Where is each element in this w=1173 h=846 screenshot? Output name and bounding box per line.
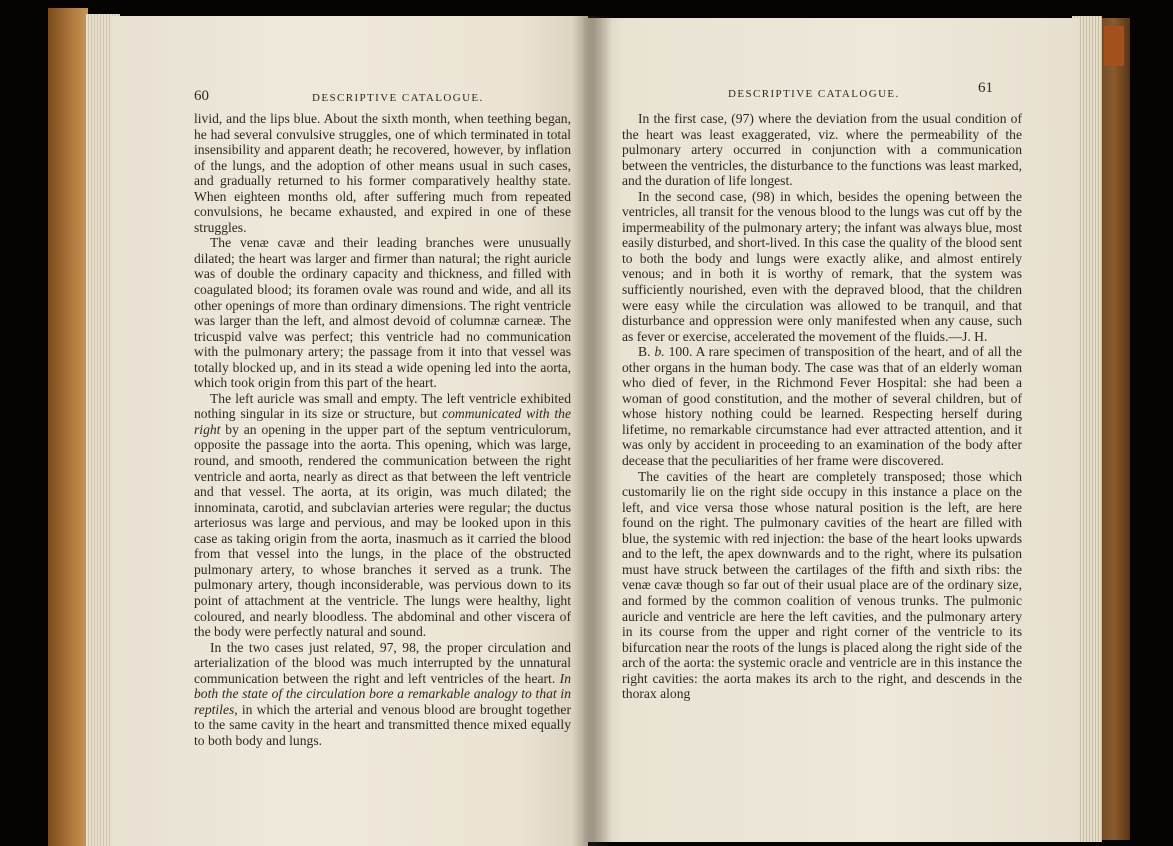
- paragraph: [194, 235, 571, 390]
- left-page: [112, 16, 588, 846]
- text-run: by an opening in the upper part of the septum ventriculorum, opposite the passage into the aorta. This opening, which was large, round, and smooth, rendered the communication between the right ventricle and aorta, nearly as direct as that between the left ventricle and that vessel. The aorta, at its origin, was much dilated; the innominata, carotid, and subclavian arteries were regular; the ductus arteriosus was large and pervious, and may be looked upon in this case as taking origin from the aorta, inasmuch as it carried the blood from that vessel into the lungs, in the place of the obstructed pulmonary artery, to whose branches it served as a trunk. The pulmonary artery, though inconsiderable, was pervious down to its point of attachment at the ventricle. The lungs were healthy, light coloured, and nearly bloodless. The abdominal and other viscera of the body were perfectly natural and sound.: [194, 421, 571, 640]
- paragraph: [194, 640, 571, 749]
- right-page: [584, 18, 1078, 842]
- paragraph: [622, 189, 1022, 344]
- text-run: livid, and the lips blue. About the sixth month, when teething began, he had several convulsive struggles, one of which terminated in total insensibility and apparent death; he recovered, however, by inflation of the lungs, and the adoption of other means usual in such cases, and gradually returned to his former comparatively healthy state. When eighteen months old, after suffering much from repeated convulsions, he became exhausted, and expired in one of these struggles.: [194, 111, 571, 235]
- paragraph: [622, 344, 1022, 468]
- text-run: 100. A rare specimen of transposition of the heart, and of all the other organs in the human body. The case was that of an elderly woman who died of fever, in the Richmond Fever Hospital: she had been a woman of good constitution, and the mother of several children, but of whose history nothing could be learned. Respecting herself during lifetime, no remarkable circumstance had ever attracted attention, and it was only by accident in proceeding to an examination of the body after decease that the peculiarities of her frame were discovered.: [622, 344, 1022, 469]
- paragraph: [194, 111, 571, 235]
- paragraph: [622, 111, 1022, 189]
- cover-band: [1104, 26, 1124, 66]
- text-run: The left auricle was small and empty. The left ventricle exhibited nothing singular in its size or structure, but: [194, 390, 571, 422]
- book-gutter: [572, 16, 612, 846]
- italic-text: In both the state of the circulation bore a remarkable analogy to that in reptiles,: [194, 670, 571, 717]
- book-cover-right: [1098, 18, 1130, 840]
- page-body-text: [194, 111, 571, 748]
- running-head: DESCRIPTIVE CATALOGUE.: [312, 92, 484, 104]
- text-run: In the second case, (98) in which, besides the opening between the ventricles, all transit for the venous blood to the lungs was cut off by the impermeability of the pulmonary artery; the infant was always blue, most easily disturbed, and short-lived. In this case the quality of the blood sent to both the body and lungs were exactly alike, and almost entirely venous; and in both it is worthy of remark, that the system was sufficiently nourished, even with the depraved blood, that the children were easy while the circulation was allowed to be tranquil, and that disturbance and oppression were only manifested when any cause, such as fever or exercise, accelerated the movement of the fluids.—J. H.: [622, 188, 1022, 344]
- page-number: 60: [194, 88, 209, 104]
- text-run: In the two cases just related, 97, 98, the proper circulation and arterialization of the blood was much interrupted by the unnatural communication between the right and left ventricles of the heart.: [194, 639, 571, 686]
- italic-text: b.: [654, 344, 665, 360]
- text-run: B.: [638, 344, 655, 360]
- text-run: in which the arterial and venous blood are brought together to the same cavity in the heart and transmitted thence mixed equally to both body and lungs.: [194, 701, 571, 748]
- running-head: DESCRIPTIVE CATALOGUE.: [728, 88, 900, 100]
- text-run: In the first case, (97) where the deviation from the usual condition of the heart was least exaggerated, viz. where the permeability of the pulmonary artery occurred in conjunction with a communication between the ventricles, the disturbance to the functions was least marked, and the duration of life longest.: [622, 111, 1022, 189]
- italic-text: communicated with the right: [194, 406, 571, 437]
- text-run: The venæ cavæ and their leading branches were unusually dilated; the heart was larger and firmer than natural; the right auricle was of double the ordinary capacity and thickness, and filled with coagulated blood; its foramen ovale was round and wide, and all its other openings of more than ordinary dimensions. The right ventricle was larger than the left, and almost devoid of columnæ carneæ. The tricuspid valve was perfect; this ventricle had no communication with the pulmonary artery; the passage from it into that vessel was totally blocked up, and in its stead a wide opening led into the aorta, which took origin from this part of the heart.: [194, 235, 571, 391]
- page-body-text: [622, 111, 1022, 702]
- text-run: The cavities of the heart are completely transposed; those which customarily lie on the right side occupy in this instance a place on the left, and vice versa those whose natural position is the left, are here found on the right. The pulmonary cavities of the heart are filled with blue, the systemic with red injection: the base of the heart looks upwards and to the left, the apex downwards and to the right, where its pulsation must have struck between the cartilages of the fifth and sixth ribs: the venæ cavæ though so far out of their usual place are of the ordinary size, and formed by the common coalition of venous trunks. The pulmonic auricle and ventricle are here the left cavities, and the pulmonary artery in its course from the upper and right corner of the ventricle to its bifurcation near the roots of the lungs is placed along the right side of the arch of the aorta: the systemic oracle and ventricle are in this instance the right cavities: the aorta makes its arch to the right, and descends in the thorax along: [622, 468, 1022, 702]
- paragraph: [194, 391, 571, 640]
- page-number: 61: [978, 80, 993, 96]
- paragraph: [622, 469, 1022, 702]
- book-cover-left: [48, 8, 88, 846]
